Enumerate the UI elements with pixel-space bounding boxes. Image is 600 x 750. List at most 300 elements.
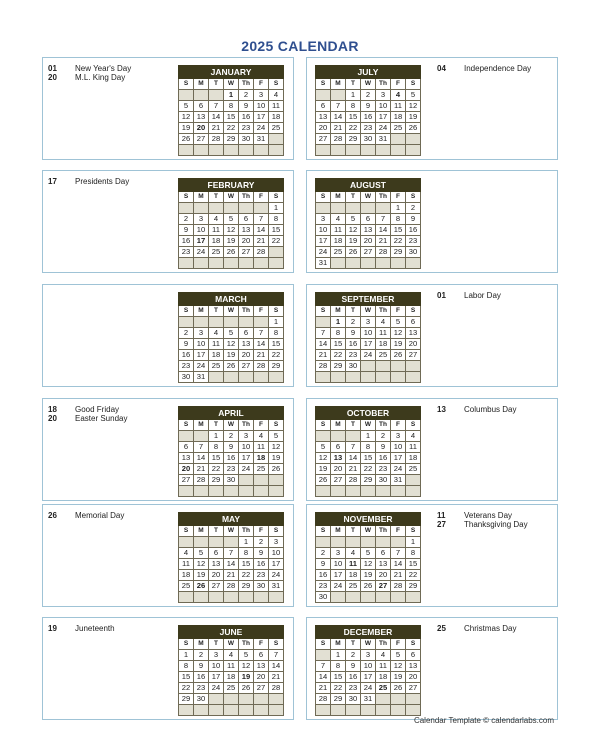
day-cell[interactable]: 14 (224, 559, 239, 570)
day-cell[interactable]: 29 (239, 581, 254, 592)
day-cell[interactable]: 4 (331, 214, 346, 225)
day-cell[interactable]: 14 (376, 225, 391, 236)
day-cell[interactable]: 22 (224, 123, 239, 134)
day-cell[interactable]: 25 (376, 683, 391, 694)
day-cell[interactable]: 20 (239, 236, 254, 247)
day-cell[interactable]: 10 (254, 101, 269, 112)
day-cell[interactable]: 19 (316, 464, 331, 475)
day-cell[interactable]: 30 (376, 475, 391, 486)
day-cell[interactable]: 25 (391, 123, 406, 134)
day-cell[interactable]: 18 (254, 453, 269, 464)
day-cell[interactable]: 2 (346, 650, 361, 661)
day-cell[interactable]: 7 (269, 650, 284, 661)
day-cell[interactable]: 5 (179, 101, 194, 112)
day-cell[interactable]: 16 (316, 570, 331, 581)
day-cell[interactable]: 21 (254, 236, 269, 247)
day-cell[interactable]: 30 (316, 592, 331, 603)
day-cell[interactable]: 24 (331, 581, 346, 592)
day-cell[interactable]: 27 (406, 683, 421, 694)
day-cell[interactable]: 17 (239, 453, 254, 464)
day-cell[interactable]: 6 (406, 650, 421, 661)
day-cell[interactable]: 17 (316, 236, 331, 247)
day-cell[interactable]: 22 (391, 236, 406, 247)
day-cell[interactable]: 20 (179, 464, 194, 475)
day-cell[interactable]: 16 (179, 350, 194, 361)
day-cell[interactable]: 20 (254, 672, 269, 683)
day-cell[interactable]: 6 (239, 328, 254, 339)
day-cell[interactable]: 3 (194, 214, 209, 225)
day-cell[interactable]: 22 (209, 464, 224, 475)
day-cell[interactable]: 31 (376, 134, 391, 145)
day-cell[interactable]: 8 (269, 214, 284, 225)
day-cell[interactable]: 21 (254, 350, 269, 361)
day-cell[interactable]: 2 (346, 317, 361, 328)
day-cell[interactable]: 31 (316, 258, 331, 269)
day-cell[interactable]: 31 (361, 694, 376, 705)
day-cell[interactable]: 24 (361, 350, 376, 361)
day-cell[interactable]: 2 (194, 650, 209, 661)
day-cell[interactable]: 1 (346, 90, 361, 101)
day-cell[interactable]: 3 (209, 650, 224, 661)
day-cell[interactable]: 29 (179, 694, 194, 705)
day-cell[interactable]: 7 (331, 101, 346, 112)
day-cell[interactable]: 23 (239, 123, 254, 134)
day-cell[interactable]: 26 (269, 464, 284, 475)
day-cell[interactable]: 22 (361, 464, 376, 475)
day-cell[interactable]: 12 (269, 442, 284, 453)
day-cell[interactable]: 10 (376, 101, 391, 112)
day-cell[interactable]: 15 (269, 339, 284, 350)
day-cell[interactable]: 25 (254, 464, 269, 475)
day-cell[interactable]: 5 (224, 214, 239, 225)
day-cell[interactable]: 10 (269, 548, 284, 559)
day-cell[interactable]: 30 (346, 694, 361, 705)
day-cell[interactable]: 17 (331, 570, 346, 581)
day-cell[interactable]: 15 (346, 112, 361, 123)
day-cell[interactable]: 18 (376, 339, 391, 350)
day-cell[interactable]: 29 (361, 475, 376, 486)
day-cell[interactable]: 8 (346, 101, 361, 112)
day-cell[interactable]: 8 (406, 548, 421, 559)
day-cell[interactable]: 2 (224, 431, 239, 442)
day-cell[interactable]: 24 (254, 123, 269, 134)
day-cell[interactable]: 29 (331, 361, 346, 372)
day-cell[interactable]: 20 (331, 464, 346, 475)
day-cell[interactable]: 24 (239, 464, 254, 475)
day-cell[interactable]: 24 (376, 123, 391, 134)
day-cell[interactable]: 7 (391, 548, 406, 559)
day-cell[interactable]: 3 (254, 90, 269, 101)
day-cell[interactable]: 5 (269, 431, 284, 442)
day-cell[interactable]: 30 (239, 134, 254, 145)
day-cell[interactable]: 29 (224, 134, 239, 145)
day-cell[interactable]: 12 (224, 339, 239, 350)
day-cell[interactable]: 27 (361, 247, 376, 258)
day-cell[interactable]: 21 (391, 570, 406, 581)
day-cell[interactable]: 24 (194, 247, 209, 258)
day-cell[interactable]: 19 (361, 570, 376, 581)
day-cell[interactable]: 15 (209, 453, 224, 464)
day-cell[interactable]: 5 (224, 328, 239, 339)
day-cell[interactable]: 22 (179, 683, 194, 694)
day-cell[interactable]: 16 (239, 112, 254, 123)
day-cell[interactable]: 17 (194, 350, 209, 361)
day-cell[interactable]: 28 (391, 581, 406, 592)
day-cell[interactable]: 8 (224, 101, 239, 112)
day-cell[interactable]: 13 (239, 339, 254, 350)
day-cell[interactable]: 2 (376, 431, 391, 442)
day-cell[interactable]: 2 (406, 203, 421, 214)
day-cell[interactable]: 18 (179, 570, 194, 581)
day-cell[interactable]: 22 (406, 570, 421, 581)
day-cell[interactable]: 5 (406, 90, 421, 101)
day-cell[interactable]: 12 (391, 328, 406, 339)
day-cell[interactable]: 31 (254, 134, 269, 145)
day-cell[interactable]: 3 (194, 328, 209, 339)
day-cell[interactable]: 11 (254, 442, 269, 453)
day-cell[interactable]: 8 (331, 328, 346, 339)
day-cell[interactable]: 27 (331, 475, 346, 486)
day-cell[interactable]: 21 (331, 123, 346, 134)
day-cell[interactable]: 17 (361, 339, 376, 350)
day-cell[interactable]: 25 (179, 581, 194, 592)
day-cell[interactable]: 4 (209, 214, 224, 225)
day-cell[interactable]: 14 (194, 453, 209, 464)
day-cell[interactable]: 28 (316, 361, 331, 372)
day-cell[interactable]: 19 (269, 453, 284, 464)
day-cell[interactable]: 27 (239, 247, 254, 258)
day-cell[interactable]: 12 (179, 112, 194, 123)
day-cell[interactable]: 1 (331, 650, 346, 661)
day-cell[interactable]: 13 (361, 225, 376, 236)
day-cell[interactable]: 4 (376, 650, 391, 661)
day-cell[interactable]: 4 (209, 328, 224, 339)
day-cell[interactable]: 20 (406, 672, 421, 683)
day-cell[interactable]: 8 (361, 442, 376, 453)
day-cell[interactable]: 20 (406, 339, 421, 350)
day-cell[interactable]: 25 (209, 247, 224, 258)
day-cell[interactable]: 29 (346, 134, 361, 145)
day-cell[interactable]: 14 (209, 112, 224, 123)
day-cell[interactable]: 26 (224, 361, 239, 372)
day-cell[interactable]: 2 (179, 328, 194, 339)
day-cell[interactable]: 15 (331, 672, 346, 683)
day-cell[interactable]: 5 (316, 442, 331, 453)
day-cell[interactable]: 21 (224, 570, 239, 581)
day-cell[interactable]: 24 (209, 683, 224, 694)
day-cell[interactable]: 28 (224, 581, 239, 592)
day-cell[interactable]: 27 (209, 581, 224, 592)
day-cell[interactable]: 26 (224, 247, 239, 258)
day-cell[interactable]: 25 (224, 683, 239, 694)
day-cell[interactable]: 12 (361, 559, 376, 570)
day-cell[interactable]: 16 (194, 672, 209, 683)
day-cell[interactable]: 20 (376, 570, 391, 581)
day-cell[interactable]: 17 (209, 672, 224, 683)
day-cell[interactable]: 10 (316, 225, 331, 236)
day-cell[interactable]: 14 (316, 672, 331, 683)
day-cell[interactable]: 23 (179, 361, 194, 372)
day-cell[interactable]: 14 (254, 225, 269, 236)
day-cell[interactable]: 3 (331, 548, 346, 559)
day-cell[interactable]: 23 (376, 464, 391, 475)
day-cell[interactable]: 24 (361, 683, 376, 694)
day-cell[interactable]: 6 (209, 548, 224, 559)
day-cell[interactable]: 26 (391, 350, 406, 361)
day-cell[interactable]: 15 (179, 672, 194, 683)
day-cell[interactable]: 16 (346, 339, 361, 350)
day-cell[interactable]: 21 (194, 464, 209, 475)
day-cell[interactable]: 26 (316, 475, 331, 486)
day-cell[interactable]: 6 (331, 442, 346, 453)
day-cell[interactable]: 23 (316, 581, 331, 592)
day-cell[interactable]: 17 (376, 112, 391, 123)
day-cell[interactable]: 17 (269, 559, 284, 570)
day-cell[interactable]: 2 (361, 90, 376, 101)
day-cell[interactable]: 2 (179, 214, 194, 225)
day-cell[interactable]: 5 (346, 214, 361, 225)
day-cell[interactable]: 20 (209, 570, 224, 581)
day-cell[interactable]: 20 (361, 236, 376, 247)
day-cell[interactable]: 2 (254, 537, 269, 548)
day-cell[interactable]: 19 (194, 570, 209, 581)
day-cell[interactable]: 8 (391, 214, 406, 225)
day-cell[interactable]: 15 (361, 453, 376, 464)
day-cell[interactable]: 22 (346, 123, 361, 134)
day-cell[interactable]: 26 (194, 581, 209, 592)
day-cell[interactable]: 8 (209, 442, 224, 453)
day-cell[interactable]: 10 (194, 225, 209, 236)
day-cell[interactable]: 24 (194, 361, 209, 372)
day-cell[interactable]: 28 (331, 134, 346, 145)
day-cell[interactable]: 15 (269, 225, 284, 236)
day-cell[interactable]: 4 (376, 317, 391, 328)
day-cell[interactable]: 18 (346, 570, 361, 581)
day-cell[interactable]: 1 (209, 431, 224, 442)
day-cell[interactable]: 20 (316, 123, 331, 134)
day-cell[interactable]: 22 (331, 350, 346, 361)
day-cell[interactable]: 5 (391, 650, 406, 661)
day-cell[interactable]: 13 (179, 453, 194, 464)
day-cell[interactable]: 12 (346, 225, 361, 236)
day-cell[interactable]: 3 (391, 431, 406, 442)
day-cell[interactable]: 10 (239, 442, 254, 453)
day-cell[interactable]: 20 (194, 123, 209, 134)
day-cell[interactable]: 11 (209, 339, 224, 350)
day-cell[interactable]: 22 (331, 683, 346, 694)
day-cell[interactable]: 18 (406, 453, 421, 464)
day-cell[interactable]: 27 (376, 581, 391, 592)
day-cell[interactable]: 6 (254, 650, 269, 661)
day-cell[interactable]: 18 (224, 672, 239, 683)
day-cell[interactable]: 6 (239, 214, 254, 225)
day-cell[interactable]: 14 (316, 339, 331, 350)
day-cell[interactable]: 25 (209, 361, 224, 372)
day-cell[interactable]: 26 (391, 683, 406, 694)
day-cell[interactable]: 29 (331, 694, 346, 705)
day-cell[interactable]: 26 (179, 134, 194, 145)
day-cell[interactable]: 13 (209, 559, 224, 570)
day-cell[interactable]: 10 (194, 339, 209, 350)
day-cell[interactable]: 30 (194, 694, 209, 705)
day-cell[interactable]: 5 (391, 317, 406, 328)
day-cell[interactable]: 7 (254, 214, 269, 225)
day-cell[interactable]: 13 (194, 112, 209, 123)
day-cell[interactable]: 27 (179, 475, 194, 486)
day-cell[interactable]: 22 (269, 350, 284, 361)
day-cell[interactable]: 16 (376, 453, 391, 464)
day-cell[interactable]: 11 (346, 559, 361, 570)
day-cell[interactable]: 1 (361, 431, 376, 442)
day-cell[interactable]: 27 (406, 350, 421, 361)
day-cell[interactable]: 14 (391, 559, 406, 570)
day-cell[interactable]: 18 (269, 112, 284, 123)
day-cell[interactable]: 23 (346, 350, 361, 361)
day-cell[interactable]: 3 (269, 537, 284, 548)
day-cell[interactable]: 25 (331, 247, 346, 258)
day-cell[interactable]: 12 (194, 559, 209, 570)
day-cell[interactable]: 25 (346, 581, 361, 592)
day-cell[interactable]: 9 (179, 339, 194, 350)
day-cell[interactable]: 13 (254, 661, 269, 672)
day-cell[interactable]: 31 (269, 581, 284, 592)
day-cell[interactable]: 1 (406, 537, 421, 548)
day-cell[interactable]: 10 (331, 559, 346, 570)
day-cell[interactable]: 13 (331, 453, 346, 464)
day-cell[interactable]: 18 (391, 112, 406, 123)
day-cell[interactable]: 30 (361, 134, 376, 145)
day-cell[interactable]: 1 (239, 537, 254, 548)
day-cell[interactable]: 29 (269, 361, 284, 372)
day-cell[interactable]: 12 (406, 101, 421, 112)
day-cell[interactable]: 8 (179, 661, 194, 672)
day-cell[interactable]: 9 (239, 101, 254, 112)
day-cell[interactable]: 12 (391, 661, 406, 672)
day-cell[interactable]: 9 (316, 559, 331, 570)
day-cell[interactable]: 11 (269, 101, 284, 112)
day-cell[interactable]: 11 (391, 101, 406, 112)
day-cell[interactable]: 11 (406, 442, 421, 453)
day-cell[interactable]: 12 (239, 661, 254, 672)
day-cell[interactable]: 27 (316, 134, 331, 145)
day-cell[interactable]: 3 (316, 214, 331, 225)
day-cell[interactable]: 6 (361, 214, 376, 225)
day-cell[interactable]: 7 (346, 442, 361, 453)
day-cell[interactable]: 25 (406, 464, 421, 475)
day-cell[interactable]: 9 (376, 442, 391, 453)
day-cell[interactable]: 18 (209, 236, 224, 247)
day-cell[interactable]: 9 (179, 225, 194, 236)
day-cell[interactable]: 30 (224, 475, 239, 486)
day-cell[interactable]: 26 (361, 581, 376, 592)
day-cell[interactable]: 7 (209, 101, 224, 112)
day-cell[interactable]: 8 (331, 661, 346, 672)
day-cell[interactable]: 30 (179, 372, 194, 383)
day-cell[interactable]: 13 (376, 559, 391, 570)
day-cell[interactable]: 13 (406, 328, 421, 339)
day-cell[interactable]: 30 (346, 361, 361, 372)
day-cell[interactable]: 19 (391, 672, 406, 683)
day-cell[interactable]: 8 (239, 548, 254, 559)
day-cell[interactable]: 13 (406, 661, 421, 672)
day-cell[interactable]: 2 (239, 90, 254, 101)
day-cell[interactable]: 29 (406, 581, 421, 592)
day-cell[interactable]: 24 (269, 570, 284, 581)
day-cell[interactable]: 23 (361, 123, 376, 134)
day-cell[interactable]: 21 (316, 683, 331, 694)
day-cell[interactable]: 30 (254, 581, 269, 592)
day-cell[interactable]: 27 (254, 683, 269, 694)
day-cell[interactable]: 13 (316, 112, 331, 123)
day-cell[interactable]: 22 (269, 236, 284, 247)
day-cell[interactable]: 19 (179, 123, 194, 134)
day-cell[interactable]: 19 (406, 112, 421, 123)
day-cell[interactable]: 21 (269, 672, 284, 683)
day-cell[interactable]: 7 (316, 661, 331, 672)
day-cell[interactable]: 19 (224, 236, 239, 247)
day-cell[interactable]: 29 (391, 247, 406, 258)
day-cell[interactable]: 4 (391, 90, 406, 101)
day-cell[interactable]: 7 (376, 214, 391, 225)
day-cell[interactable]: 12 (316, 453, 331, 464)
day-cell[interactable]: 1 (179, 650, 194, 661)
day-cell[interactable]: 6 (406, 317, 421, 328)
day-cell[interactable]: 8 (269, 328, 284, 339)
day-cell[interactable]: 13 (239, 225, 254, 236)
day-cell[interactable]: 30 (406, 247, 421, 258)
day-cell[interactable]: 15 (391, 225, 406, 236)
day-cell[interactable]: 10 (361, 661, 376, 672)
day-cell[interactable]: 10 (209, 661, 224, 672)
day-cell[interactable]: 14 (346, 453, 361, 464)
day-cell[interactable]: 10 (361, 328, 376, 339)
day-cell[interactable]: 27 (194, 134, 209, 145)
day-cell[interactable]: 6 (179, 442, 194, 453)
day-cell[interactable]: 11 (179, 559, 194, 570)
day-cell[interactable]: 12 (224, 225, 239, 236)
day-cell[interactable]: 25 (269, 123, 284, 134)
day-cell[interactable]: 11 (376, 328, 391, 339)
day-cell[interactable]: 28 (194, 475, 209, 486)
day-cell[interactable]: 15 (331, 339, 346, 350)
day-cell[interactable]: 21 (316, 350, 331, 361)
day-cell[interactable]: 17 (254, 112, 269, 123)
day-cell[interactable]: 26 (406, 123, 421, 134)
day-cell[interactable]: 19 (239, 672, 254, 683)
day-cell[interactable]: 23 (346, 683, 361, 694)
day-cell[interactable]: 11 (376, 661, 391, 672)
day-cell[interactable]: 25 (376, 350, 391, 361)
day-cell[interactable]: 18 (331, 236, 346, 247)
day-cell[interactable]: 6 (376, 548, 391, 559)
day-cell[interactable]: 31 (391, 475, 406, 486)
day-cell[interactable]: 23 (254, 570, 269, 581)
day-cell[interactable]: 5 (239, 650, 254, 661)
day-cell[interactable]: 6 (194, 101, 209, 112)
day-cell[interactable]: 2 (316, 548, 331, 559)
day-cell[interactable]: 16 (224, 453, 239, 464)
day-cell[interactable]: 11 (331, 225, 346, 236)
day-cell[interactable]: 9 (194, 661, 209, 672)
day-cell[interactable]: 4 (269, 90, 284, 101)
day-cell[interactable]: 17 (194, 236, 209, 247)
day-cell[interactable]: 22 (239, 570, 254, 581)
day-cell[interactable]: 23 (179, 247, 194, 258)
day-cell[interactable]: 14 (254, 339, 269, 350)
day-cell[interactable]: 6 (316, 101, 331, 112)
day-cell[interactable]: 1 (331, 317, 346, 328)
day-cell[interactable]: 1 (391, 203, 406, 214)
